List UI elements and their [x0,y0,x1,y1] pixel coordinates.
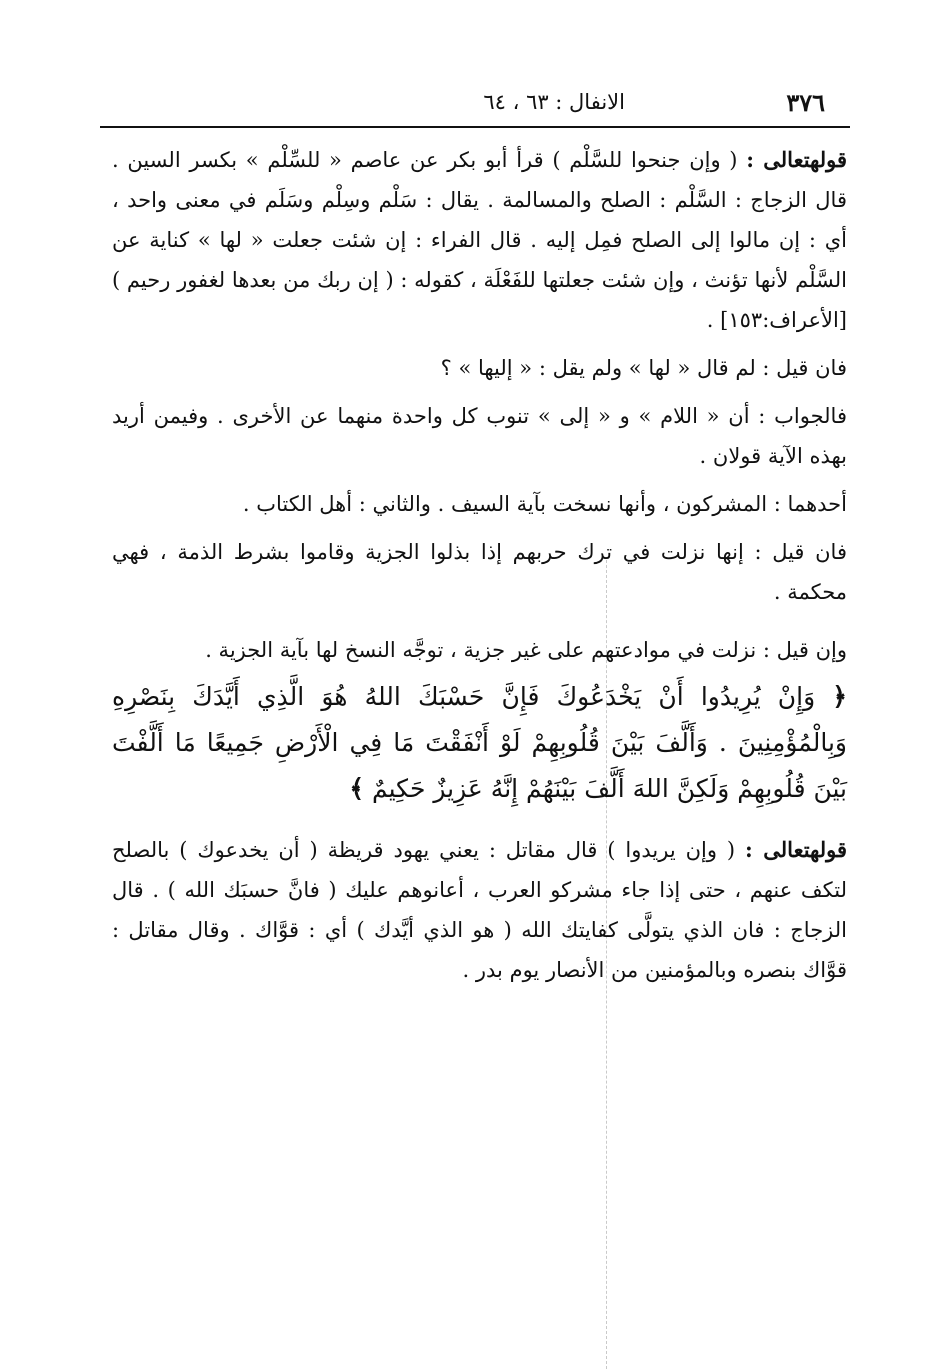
paragraph-2 [112,348,847,388]
verse-text: وَإِنْ يُرِيدُوا أَنْ يَخْدَعُوكَ فَإِنَّ حَسْبَكَ اللهُ هُوَ الَّذِي أَيَّدَكَ بِنَصْرِهِ وَبِالْمُؤْمِنِينَ . وَأَلَّفَ بَيْنَ قُلُوبِهِمْ لَوْ أَنْفَقْتَ مَا فِي الْأَرْضِ جَمِيعًا مَا أَلَّفْتَ بَيْنَ قُلُوبِهِمْ وَلَكِنَّ اللهَ أَلَّفَ بَيْنَهُمْ إِنَّهُ عَزِيزٌ حَكِيمٌ [112,682,847,803]
verse-open-bracket: ﴿ [832,682,847,711]
paragraph-4 [112,484,847,524]
paragraph-text: أحدهما : المشركون ، وأنها نسخت بآية السيف . والثاني : أهل الكتاب . [242,492,847,516]
commentary-text: ( وإن يريدوا ) قال مقاتل : يعني يهود قريظة ( أن يخدعوك ) بالصلح لتكف عنهم ، حتى إذا جاء مشركو العرب ، أعانوهم عليك ( فانَّ حسبَك الله ) . قال الزجاج : فان الذي يتولَّى كفايتك الله ( هو الذي أيَّدك ) أي : قوَّاك . وقال مقاتل : قوَّاك بنصره وبالمؤمنين من الأنصار يوم بدر . [112,838,847,982]
page-body [112,140,847,990]
paragraph-text: فان قيل : لم قال « لها » ولم يقل : « إليها » ؟ [440,356,847,380]
paragraph-text: وإن قيل : نزلت في موادعتهم على غير جزية ، توجَّه النسخ لها بآية الجزية . [205,638,847,662]
commentary-lead: قولهتعالى : [744,837,848,862]
paragraph-text: ( وإن جنحوا للسَّلْم ) قرأ أبو بكر عن عاصم « للسِّلْم » بكسر السين . قال الزجاج : السَّلْم : الصلح والمسالمة . يقال : سَلْم وسِلْم وسَلَم في معنى واحد ، أي : إن مالوا إلى الصلح فمِل إليه . قال الفراء : إن شئت جعلت « لها » كناية عن السَّلْم لأنها تؤنث ، وإن شئت جعلتها للفَعْلَة ، كقوله : ( إن ربك من بعدها لغفور رحيم ) [الأعراف:١٥٣] . [112,148,847,332]
quran-verse [112,674,847,812]
paragraph-1 [112,140,847,340]
paragraph-text: فان قيل : إنها نزلت في ترك حربهم إذا بذلوا الجزية وقاموا بشرط الذمة ، فهي محكمة . [112,540,847,604]
page-number: ٣٧٦ [786,88,825,117]
commentary-paragraph [112,830,847,990]
paragraph-text: فالجواب : أن « اللام » و « إلى » تنوب كل واحدة منهما عن الأخرى . وفيمن أريد بهذه الآية قولان . [112,404,847,468]
verse-close-bracket: ﴾ [349,774,365,803]
header-rule [100,126,850,128]
running-head: الانفال : ٦٣ ، ٦٤ [483,90,625,114]
page-header [100,82,850,122]
paragraph-lead: قولهتعالى : [746,147,848,172]
paragraph-5 [112,532,847,612]
paragraph-6 [112,630,847,670]
paragraph-3 [112,396,847,476]
